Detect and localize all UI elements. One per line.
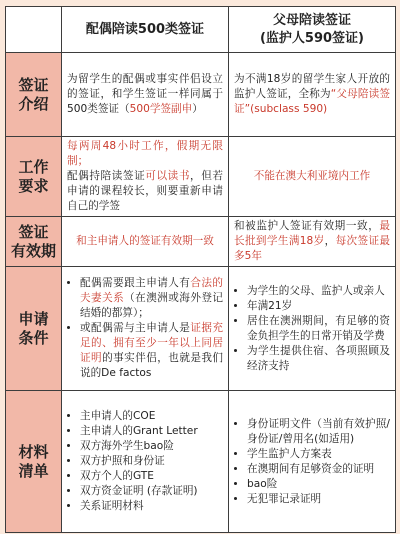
spouse-can-study: 可以读书: [145, 170, 191, 182]
list-item: • 双方资金证明 (存款证明): [80, 484, 223, 499]
list-item-highlight: 证据充足的、拥有至少一年以上同居证明: [80, 322, 224, 364]
spouse-eligibility-list: [67, 276, 223, 381]
list-item: • 主申请人的Grant Letter: [80, 424, 223, 439]
row-label-eligibility: [6, 267, 62, 391]
list-item-tail: （在澳洲或海外登记结婚的都算）；: [80, 292, 224, 319]
list-item: • 居住在澳洲期间，有足够的资金负担学生的日常开销及学费: [247, 314, 390, 344]
spouse-intro-tail: ）: [192, 103, 203, 115]
row-work-requirements: [6, 137, 396, 217]
spouse-documents: [62, 391, 229, 533]
row-label-line1: 签证: [18, 75, 49, 94]
row-documents: [6, 391, 396, 533]
header-guardian-line1: 父母陪读签证: [272, 12, 351, 28]
spouse-visa-intro: [62, 53, 229, 137]
row-label-line2: 要求: [18, 176, 49, 195]
guardian-visa-intro: [229, 53, 396, 137]
guardian-validity: [229, 217, 396, 267]
list-item-text: 或配偶需与主申请人是: [80, 322, 191, 334]
guardian-eligibility: [229, 267, 396, 391]
spouse-documents-list: [67, 409, 223, 514]
list-item: • 为学生的父母、监护人或亲人: [247, 284, 390, 299]
spouse-work-text: 配偶持陪读签证: [67, 170, 146, 182]
row-label-line2: 条件: [18, 328, 49, 347]
header-guardian-visa: [229, 7, 396, 53]
guardian-intro-text: 为不满18岁的留学生家人开放的监护人签证，全称为: [234, 73, 390, 100]
guardian-documents-list: [234, 417, 390, 507]
list-item: • 在澳期间有足够资金的证明: [247, 462, 390, 477]
row-label-line2: 有效期: [11, 241, 57, 260]
row-label-line1: 申请: [18, 309, 49, 328]
spouse-intro-text: 为留学生的配偶或事实伴侣设立的签证，和学生签证一样同属于500类签证（: [67, 73, 223, 115]
header-guardian-line2: (监护人590签证): [259, 30, 365, 46]
list-item: • 主申请人的COE: [80, 409, 223, 424]
list-item: [80, 276, 223, 321]
spouse-eligibility: [62, 267, 229, 391]
comparison-table: [5, 6, 396, 533]
list-item: • 双方海外学生bao险: [80, 439, 223, 454]
list-item-highlight: 合法的夫妻关系: [80, 277, 224, 304]
list-item: • 为学生提供住宿、各项照顾及经济支持: [247, 344, 390, 374]
guardian-no-work: 不能在澳大利亚境内工作: [253, 170, 371, 182]
row-label-line2: 清单: [18, 461, 49, 480]
row-label-line1: 工作: [18, 157, 49, 176]
guardian-validity-sep: ，: [324, 235, 336, 247]
header-corner: [6, 7, 62, 53]
row-label-visa-intro: [6, 53, 62, 137]
row-eligibility: [6, 267, 396, 391]
row-label-line1: 材料: [18, 442, 49, 461]
row-validity: [6, 217, 396, 267]
row-visa-intro: [6, 53, 396, 137]
spouse-validity: [62, 217, 229, 267]
list-item: • 关系证明材料: [80, 499, 223, 514]
list-item: • 年满21岁: [247, 299, 390, 314]
list-item: • 双方个人的GTE: [80, 469, 223, 484]
guardian-validity-text: 和被监护人签证有效期一致，: [234, 220, 380, 232]
row-label-line1: 签证: [18, 222, 49, 241]
list-item-text: 配偶需要跟主申请人有: [80, 277, 191, 289]
guardian-validity-each: 每次签证最多5年: [234, 235, 391, 262]
list-item: [80, 321, 223, 381]
list-item: • 双方护照和身份证: [80, 454, 223, 469]
spouse-work-requirements: [62, 137, 229, 217]
guardian-intro-highlight: “父母陪读签证”(subclass 590): [234, 88, 390, 115]
row-label-line2: 介绍: [18, 94, 49, 113]
row-label-documents: [6, 391, 62, 533]
guardian-work-requirements: [229, 137, 396, 217]
spouse-intro-highlight: 500学签副申: [129, 103, 193, 115]
spouse-work-hours: 每两周48小时工作，假期无限制；: [67, 140, 223, 167]
row-label-validity: [6, 217, 62, 267]
list-item: • 身份证明文件（当前有效护照/身份证/曾用名(如适用): [247, 417, 390, 447]
list-item-tail: 的事实伴侣，也就是我们说的De factos: [80, 352, 224, 379]
list-item: • 无犯罪记录证明: [247, 492, 390, 507]
list-item: • 学生监护人方案表: [247, 447, 390, 462]
header-spouse-visa: 配偶陪读500类签证: [62, 7, 229, 53]
row-label-work: [6, 137, 62, 217]
guardian-validity-max: 最长批到学生满18岁: [234, 220, 390, 247]
list-item: • bao险: [247, 477, 390, 492]
spouse-work-tail: ，但若申请的课程较长，则要重新申请自己的学签: [67, 170, 224, 212]
guardian-eligibility-list: [234, 284, 390, 374]
guardian-documents: [229, 391, 396, 533]
spouse-validity-text: 和主申请人的签证有效期一致: [76, 235, 214, 247]
header-row: [6, 7, 396, 53]
